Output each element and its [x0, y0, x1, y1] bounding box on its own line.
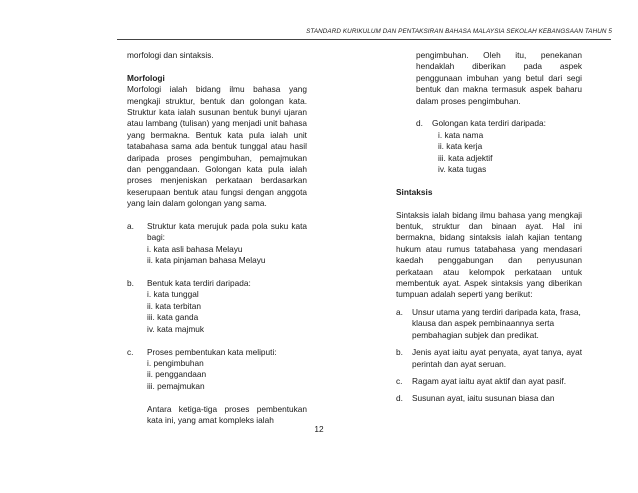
sub-item: iv. kata tugas: [438, 164, 487, 175]
sub-item: iv. kata majmuk: [147, 323, 205, 334]
spacer: [396, 198, 582, 209]
sub-item: ii. penggandaan: [147, 369, 207, 380]
list-item-b: [127, 278, 307, 289]
sub-item: i. kata nama: [438, 129, 484, 140]
spacer: [127, 267, 307, 278]
continuation-paragraph: pengimbuhan. Oleh itu, penekanan hendaklah diberikan pada aspek penggunaan imbuhan yang betul dari segi bentuk dan makna termasuk aspek baharu dalam proses pengimbuhan.: [416, 50, 582, 106]
item-label: a.: [396, 306, 403, 317]
item-text: Proses pembentukan kata meliputi:: [147, 346, 277, 357]
item-text: Susunan ayat, iaitu susunan biasa dan: [412, 393, 555, 404]
sub-item: i. kata tunggal: [147, 289, 199, 300]
list-item-c: [127, 347, 307, 358]
item-text: Golongan kata terdiri daripada:: [432, 118, 546, 129]
sub-item: ii. kata pinjaman bahasa Melayu: [147, 255, 266, 266]
left-column: [127, 50, 307, 426]
sub-item: ii. kata kerja: [438, 141, 483, 152]
sintaksis-point-b: [396, 347, 582, 370]
item-text: Unsur utama yang terdiri daripada kata, frasa, klausa dan aspek pembinaannya serta pembahagian subjek dan predikat.: [412, 306, 581, 340]
item-label: d.: [416, 118, 423, 129]
item-label: a.: [127, 221, 134, 232]
item-label: c.: [127, 346, 134, 357]
list-item-d: [396, 118, 582, 129]
page-number: 12: [314, 424, 324, 434]
spacer: [127, 61, 307, 72]
item-label: d.: [396, 393, 403, 404]
running-header: STANDARD KURIKULUM DAN PENTAKSIRAN BAHASA MALAYSIA SEKOLAH KEBANGSAAN TAHUN 5: [306, 28, 612, 35]
item-label: c.: [396, 375, 403, 386]
intro-text: morfologi dan sintaksis.: [127, 50, 214, 60]
spacer: [396, 107, 582, 118]
spacer: [396, 175, 582, 186]
sintaksis-point-d: [396, 393, 582, 404]
sub-item: i. pengimbuhan: [147, 357, 204, 368]
sintaksis-point-a: [396, 307, 582, 341]
item-label: b.: [396, 347, 403, 358]
spacer: [127, 335, 307, 346]
sub-item: iii. pemajmukan: [147, 380, 205, 391]
sintaksis-paragraph: Sintaksis ialah bidang ilmu bahasa yang mengkaji bentuk, struktur dan binaan ayat. Hal ini bermakna, bidang sintaksis ialah kajian tentang hukum atau rumus tatabahasa yang mendasari kaedah penggabungan dan penyusunan perkataan atau kelompok perkataan untuk membentuk ayat. Aspek sintaksis yang diberikan tumpuan adalah seperti yang berikut:: [396, 209, 582, 300]
item-text: Bentuk kata terdiri daripada:: [147, 278, 251, 289]
sub-item: i. kata asli bahasa Melayu: [147, 243, 243, 254]
sintaksis-heading: Sintaksis: [396, 186, 433, 197]
list-item-a: [127, 221, 307, 244]
sub-item: iii. kata ganda: [147, 312, 199, 323]
header-rule: [117, 39, 611, 40]
item-label: b.: [127, 278, 134, 289]
spacer: [127, 392, 307, 403]
sub-item: iii. kata adjektif: [438, 152, 493, 163]
sintaksis-point-c: [396, 376, 582, 387]
item-text: Struktur kata merujuk pada pola suku kata bagi:: [147, 221, 307, 243]
morfologi-heading: Morfologi: [127, 72, 165, 83]
right-column: [396, 50, 582, 405]
closing-paragraph: Antara ketiga-tiga proses pembentukan kata ini, yang amat kompleks ialah: [147, 403, 307, 425]
spacer: [127, 210, 307, 221]
morfologi-paragraph: Morfologi ialah bidang ilmu bahasa yang mengkaji struktur, bentuk dan golongan kata. Struktur kata ialah susunan bentuk bunyi ujaran atau lambang (tulisan) yang menjadi unit bahasa yang bermakna. Bentuk kata pula ialah unit tatabahasa sama ada bentuk tunggal atau hasil daripada proses pengimbuhan, pemajmukan dan penggandaan. Golongan kata pula ialah proses menjeniskan perkataan berdasarkan keserupaan bentuk atau fungsi dengan anggota yang lain dalam golongan yang sama.: [127, 84, 307, 209]
sub-item: ii. kata terbitan: [147, 300, 201, 311]
item-text: Jenis ayat iaitu ayat penyata, ayat tanya, ayat perintah dan ayat seruan.: [412, 347, 582, 369]
item-text: Ragam ayat iaitu ayat aktif dan ayat pasif.: [412, 375, 567, 386]
